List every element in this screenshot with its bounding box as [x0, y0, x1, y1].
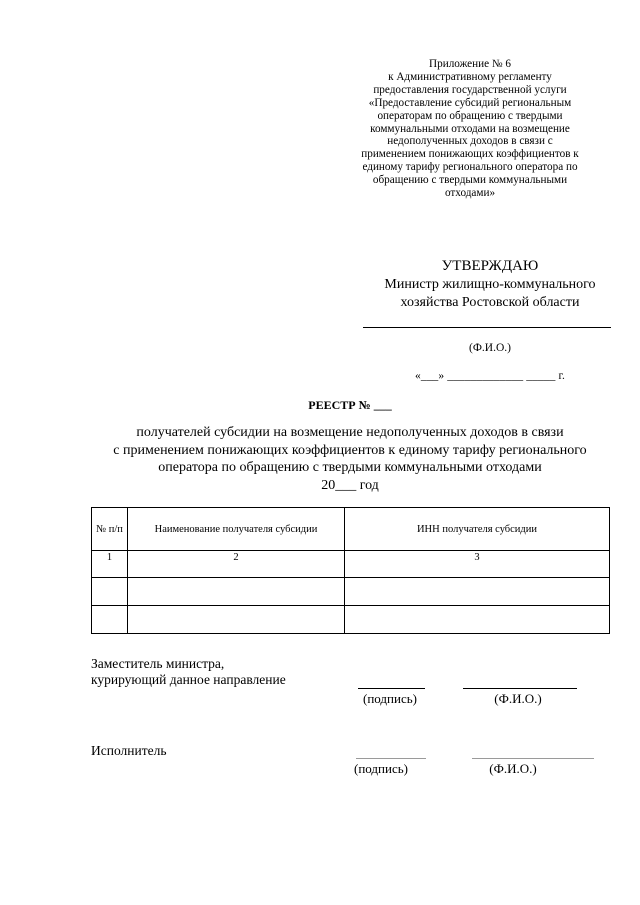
appendix-line: единому тарифу регионального оператора по — [362, 161, 578, 174]
table-cell — [92, 606, 128, 634]
table-cell — [128, 578, 345, 606]
registry-subtitle-line: оператора по обращению с твердыми коммунальными отходами — [158, 460, 542, 475]
appendix-header — [340, 58, 600, 200]
table-row — [92, 551, 610, 578]
approval-date-line: «___» _____________ _____ г. — [415, 370, 565, 382]
appendix-line: операторам по обращению с твердыми — [377, 109, 563, 122]
approval-signature-line — [363, 327, 611, 328]
appendix-line: предоставления государственной услуги — [373, 83, 567, 96]
table-cell: 2 — [128, 551, 345, 578]
deputy-signature-line — [358, 688, 425, 689]
registry-subtitle-line: получателей субсидии на возмещение недополученных доходов в связи — [136, 425, 564, 440]
column-header-recipient-name: Наименование получателя субсидии — [128, 508, 345, 551]
executor-fio-caption: (Ф.И.О.) — [489, 761, 537, 776]
table-cell: 1 — [92, 551, 128, 578]
registry-year-line: 20___ год — [321, 477, 379, 493]
appendix-line: обращению с твердыми коммунальными — [372, 174, 568, 187]
deputy-label — [91, 656, 351, 688]
table-cell — [92, 578, 128, 606]
appendix-line: применением понижающих коэффициентов к — [361, 148, 579, 161]
approval-title: УТВЕРЖДАЮ — [441, 258, 539, 274]
column-header-number: № п/п — [92, 508, 128, 551]
approval-fio-caption: (Ф.И.О.) — [469, 342, 511, 354]
column-header-inn: ИНН получателя субсидии — [345, 508, 610, 551]
executor-fio-line — [472, 758, 594, 759]
registry-subtitle-line: с применением понижающих коэффициентов к единому тарифу регионального — [113, 442, 587, 458]
executor-signature-caption: (подпись) — [354, 761, 408, 776]
executor-label: Исполнитель — [91, 743, 167, 758]
approval-position — [360, 276, 620, 312]
executor-signature-line — [356, 758, 426, 759]
table-cell — [345, 578, 610, 606]
table-row — [92, 606, 610, 634]
deputy-signature-caption: (подпись) — [363, 691, 417, 706]
table-cell — [128, 606, 345, 634]
appendix-line: «Предоставление субсидий региональным — [368, 96, 572, 109]
approval-position-line: хозяйства Ростовской области — [400, 295, 580, 310]
deputy-fio-caption: (Ф.И.О.) — [494, 691, 542, 706]
registry-subtitle — [40, 424, 640, 494]
table-cell: 3 — [345, 551, 610, 578]
appendix-line: Приложение № 6 — [429, 58, 511, 70]
table-header-row — [92, 508, 610, 551]
approval-position-line: Министр жилищно-коммунального — [384, 277, 596, 292]
appendix-line: недополученных доходов в связи с — [387, 135, 553, 148]
deputy-label-line: курирующий данное направление — [91, 672, 286, 687]
table-cell — [345, 606, 610, 634]
appendix-line: коммунальными отходами на возмещение — [370, 122, 570, 135]
appendix-line: отходами» — [444, 187, 496, 200]
registry-heading: РЕЕСТР № ___ — [308, 398, 392, 412]
deputy-label-line: Заместитель министра, — [91, 656, 225, 671]
table-row — [92, 578, 610, 606]
appendix-line: к Административному регламенту — [388, 70, 552, 83]
deputy-fio-line — [463, 688, 577, 689]
registry-table — [91, 507, 610, 634]
